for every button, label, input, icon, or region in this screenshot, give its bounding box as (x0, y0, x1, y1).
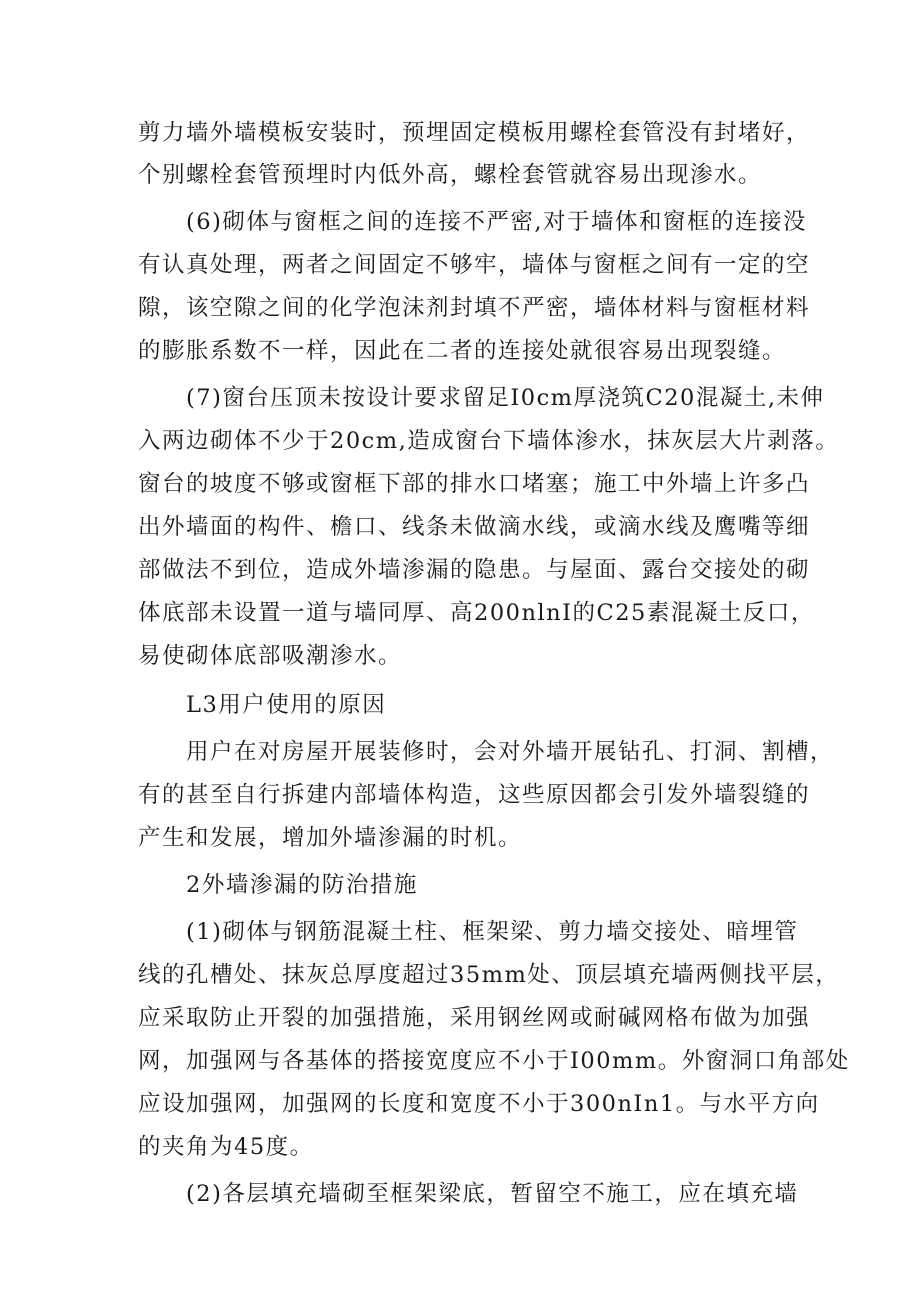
text-line: 出外墙面的构件、檐口、线条未做滴水线，或滴水线及鹰嘴等细 (138, 514, 811, 540)
text-line: 产生和发展，增加外墙渗漏的时机。 (138, 825, 523, 851)
text-line: 易使砌体底部吸潮渗水。 (138, 643, 403, 669)
text-line: (6)砌体与窗框之间的连接不严密,对于墙体和窗框的连接没 (186, 209, 808, 235)
text-line: (1)砌体与钢筋混凝土柱、框架梁、剪力墙交接处、暗埋管 (186, 919, 799, 945)
text-line: 用户在对房屋开展装修时，会对外墙开展钻孔、打洞、割槽， (186, 739, 835, 765)
section-heading: 2外墙渗漏的防治措施 (186, 872, 418, 898)
text-line: 的膨胀系数不一样，因此在二者的连接处就很容易出现裂缝。 (138, 338, 787, 364)
text-line: 的夹角为45度。 (138, 1134, 314, 1160)
text-line: 入两边砌体不少于20cm,造成窗台下墙体渗水，抹灰层大片剥落。 (138, 428, 840, 454)
text-line: 线的孔槽处、抹灰总厚度超过35mm处、顶层填充墙两侧找平层， (138, 962, 840, 988)
text-line: 有的甚至自行拆建内部墙体构造，这些原因都会引发外墙裂缝的 (138, 782, 811, 808)
text-line: 应设加强网，加强网的长度和宽度不小于300nIn1。与水平方向 (138, 1091, 820, 1117)
text-line: 窗台的坡度不够或窗框下部的排水口堵塞；施工中外墙上许多凸 (138, 471, 811, 497)
text-line: 网，加强网与各基体的搭接宽度应不小于I00mm。外窗洞口角部处 (138, 1048, 850, 1074)
text-line: 应采取防止开裂的加强措施，采用钢丝网或耐碱网格布做为加强 (138, 1005, 811, 1031)
text-line: 体底部未设置一道与墙同厚、高200nlnI的C25素混凝土反口， (138, 600, 815, 626)
section-heading: L3用户使用的原因 (186, 692, 387, 718)
text-line: 隙，该空隙之间的化学泡沫剂封填不严密，墙体材料与窗框材料 (138, 295, 811, 321)
text-line: 部做法不到位，造成外墙渗漏的隐患。与屋面、露台交接处的砌 (138, 557, 811, 583)
text-line: (7)窗台压顶未按设计要求留足I0cm厚浇筑C20混凝土,未伸 (186, 385, 825, 411)
text-line: 个别螺栓套管预埋时内低外高，螺栓套管就容易出现渗水。 (138, 162, 763, 188)
text-line: (2)各层填充墙砌至框架梁底，暂留空不施工，应在填充墙 (186, 1181, 799, 1207)
text-line: 剪力墙外墙模板安装时，预埋固定模板用螺栓套管没有封堵好， (138, 120, 811, 146)
text-line: 有认真处理，两者之间固定不够牢，墙体与窗框之间有一定的空 (138, 252, 811, 278)
